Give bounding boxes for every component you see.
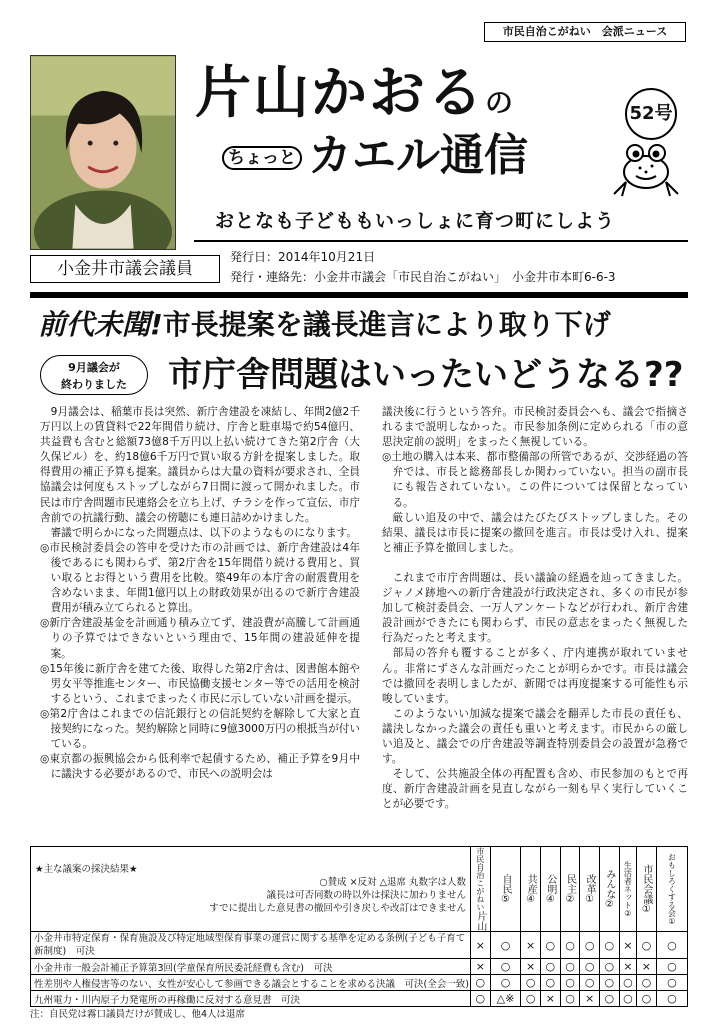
faction-column-header bbox=[600, 847, 620, 932]
vote-cell: ○ bbox=[560, 959, 580, 975]
faction-column-header bbox=[580, 847, 600, 932]
article-column-left bbox=[40, 405, 360, 782]
vote-cell: × bbox=[637, 959, 657, 975]
vote-cell: ○ bbox=[471, 991, 491, 1007]
table-row bbox=[31, 975, 688, 991]
faction-column-header bbox=[490, 847, 521, 932]
vote-cell: ○ bbox=[656, 975, 687, 991]
publication-date: 発行日：2014年10月21日 bbox=[230, 250, 376, 264]
session-badge-line2: 終わりました bbox=[61, 378, 127, 391]
faction-column-header bbox=[656, 847, 687, 932]
vote-cell: ○ bbox=[490, 932, 521, 959]
bullet-paragraph: ◎第2庁舎はこれまでの信託銀行との信託契約を解除して大家と直接契約になった。契約解除と同時に9億3000万円の根抵当が付いている。 bbox=[40, 707, 360, 751]
vote-cell: ○ bbox=[580, 959, 600, 975]
vote-table-header bbox=[31, 847, 471, 932]
headline-2: 市庁舎問題はいったいどうなる?? bbox=[168, 355, 684, 395]
faction-member: 片山 bbox=[474, 911, 486, 931]
article-column-right bbox=[382, 405, 688, 812]
bullet-paragraph: ◎15年後に新庁舎を建てた後、取得した第2庁舎は、図書館本館や男女平等推進センター、市民協働支援センター等での活用を検討するという、これまでまったく市民に示していない計画を提示。 bbox=[40, 662, 360, 705]
slogan: おとなも子どももいっしょに育つ町にしよう bbox=[215, 210, 616, 232]
paragraph: そして、公共施設全体の再配置も含め、市民参加のもとで再度、新庁舎建設計画を見直しながら一刻も早く実行していくことが必要です。 bbox=[382, 768, 688, 811]
faction-column-header bbox=[521, 847, 541, 932]
portrait-photo bbox=[30, 55, 176, 250]
title-sub: カエル通信 bbox=[308, 130, 528, 181]
vote-cell: × bbox=[580, 991, 600, 1007]
table-row bbox=[31, 932, 688, 959]
vote-cell: ○ bbox=[656, 991, 687, 1007]
vote-cell: ○ bbox=[600, 959, 620, 975]
paragraph: 9月議会は、稲葉市長は突然、新庁舎建設を凍結し、年間2億2千万円以上の賃貸料で22年間借り続け、庁舎と駐車場で約54億円、共益費も含むと総額73億8千万円以上払い続けてきた第2庁舎（大久保ビル）を、約18億6千万円で買い取る方針を提案しました。取得費用の補正予算も提案。議員からは大量の資料が要求され、全員協議会は何度もストップしながら7日間に渡って開かれました。市民は市庁舎問題市民連絡会を立ち上げ、チラシを作って宣伝、市庁舎前での抗議行動、議会の傍聴にも連日詰めかけました。 bbox=[40, 406, 360, 524]
headline-1-emphasis: 前代未聞! bbox=[38, 308, 163, 341]
vote-cell: ○ bbox=[656, 959, 687, 975]
vote-cell: ○ bbox=[600, 932, 620, 959]
header-divider bbox=[194, 240, 688, 242]
vote-cell: × bbox=[540, 991, 560, 1007]
issue-number: 52号 bbox=[625, 88, 677, 140]
faction-column-header bbox=[637, 847, 657, 932]
faction-column-header bbox=[619, 847, 636, 932]
vote-cell: × bbox=[471, 932, 491, 959]
title-main: 片山かおる bbox=[195, 61, 485, 126]
vote-cell: × bbox=[471, 959, 491, 975]
faction-name: おもしろくする会① bbox=[667, 852, 677, 926]
table-row bbox=[31, 959, 688, 975]
vote-cell: ○ bbox=[471, 975, 491, 991]
faction-name: 共産④ bbox=[525, 873, 537, 905]
vote-results-table bbox=[30, 846, 688, 1007]
vote-cell: ○ bbox=[540, 975, 560, 991]
faction-column-header bbox=[540, 847, 560, 932]
vote-cell: ○ bbox=[560, 932, 580, 959]
table-footnote: 注：自民党は霧口議員だけが賛成し、他4人は退席 bbox=[30, 1009, 246, 1020]
vote-cell: ○ bbox=[637, 975, 657, 991]
vote-cell: ○ bbox=[580, 975, 600, 991]
vote-cell: ○ bbox=[656, 932, 687, 959]
bullet-paragraph: ◎東京都の振興協会から低利率で起債するため、補正予算を9月中に議決する必要があるので、市民への説明会は bbox=[40, 753, 360, 781]
vote-cell: × bbox=[521, 932, 541, 959]
vote-cell: ○ bbox=[521, 991, 541, 1007]
vote-table-legend: ○賛成 ×反対 △退席 丸数字は人数 bbox=[319, 877, 466, 888]
bill-name: 九州電力・川内原子力発電所の再稼働に反対する意見書 可決 bbox=[31, 991, 471, 1007]
vote-table-note2: すでに提出した意見書の撤回や引き戻しや改訂はできません bbox=[209, 903, 466, 914]
publisher-contact: 発行・連絡先：小金井市議会「市民自治こがねい」 小金井市本町6-6-3 bbox=[230, 270, 616, 284]
vote-table-title: ★主な議案の採決結果★ bbox=[35, 864, 138, 875]
faction-name: 生活者ネット② bbox=[623, 860, 633, 918]
paragraph: このようないい加減な提案で議会を翻弄した市長の責任も、議決しなかった議会の責任も重いと考えます。市民からの厳しい追及と、議会での庁舎建設等調査特別委員会の設置が急務です。 bbox=[382, 707, 688, 766]
vote-cell: ○ bbox=[540, 959, 560, 975]
vote-cell: △※ bbox=[490, 991, 521, 1007]
faction-name: みんな② bbox=[603, 868, 615, 910]
council-member-badge: 小金井市議会議員 bbox=[30, 255, 220, 283]
bullet-paragraph: ◎新庁舎建設基金を計画通り積み立てず、建設費が高騰して計画通りの予算ではできないという理由で、15年間の建設延伸を提案。 bbox=[40, 617, 360, 660]
org-news-label: 市民自治こがねい 会派ニュース bbox=[484, 22, 686, 42]
newsletter-subtitle bbox=[222, 130, 528, 184]
frog-icon bbox=[606, 136, 686, 198]
bullet-paragraph: ◎市民検討委員会の答申を受けた市の計画では、新庁舎建設は4年後であるにも関わらず、第2庁舎を15年間借り続ける費用と、買い取るとお得という費用を比較。築49年の本庁舎の耐震費用を含めないまま、年間1億円以上の財政効果が出るので新庁舎建設費用が積み立てられると算出。 bbox=[40, 541, 360, 615]
vote-cell: ○ bbox=[540, 932, 560, 959]
vote-cell: ○ bbox=[600, 991, 620, 1007]
faction-name: 公明④ bbox=[544, 873, 556, 905]
headline-1-text: 市長提案を議長進言により取り下げ bbox=[162, 308, 611, 341]
headline-1 bbox=[38, 303, 611, 343]
session-badge bbox=[40, 355, 148, 395]
vote-table-header-row bbox=[31, 847, 688, 932]
vote-cell: ○ bbox=[560, 975, 580, 991]
title-no: の bbox=[485, 86, 516, 119]
faction-column-header bbox=[560, 847, 580, 932]
bill-name: 小金井市一般会計補正予算第3回(学童保育所民委託経費も含む) 可決 bbox=[31, 959, 471, 975]
vote-table-note1: 議長は可否同数の時以外は採決に加わりません bbox=[266, 890, 466, 901]
paragraph: これまで市庁舎問題は、長い議論の経過を辿ってきました。ジャノメ跡地への新庁舎建設が行政決定され、多くの市民が参加して検討委員会、一万人アンケートなどが行われ、新庁舎建設計画ができたにも関わらず、市民の意志をまったく無視した行為だったと考えます。 bbox=[382, 571, 688, 645]
faction-name: 自民⑤ bbox=[499, 873, 511, 905]
bill-name: 小金井市特定保育・保育施設及び特定地域型保育事業の運営に関する基準を定める条例(子ども子育て新制度) 可決 bbox=[31, 932, 471, 959]
faction-name: 市民会議① bbox=[640, 863, 652, 915]
vote-cell: ○ bbox=[637, 932, 657, 959]
vote-cell: ○ bbox=[490, 959, 521, 975]
bullet-paragraph: ◎土地の購入は本来、都市整備部の所管であるが、交渉経過の答弁では、市長と総務部長しか関わっていない。担当の副市長にも報告されていない。この件については保留となっている。 bbox=[382, 451, 688, 509]
paragraph: 審議で明らかになった問題点は、以下のようなものになります。 bbox=[50, 526, 357, 539]
faction-name: 市民自治こがねい bbox=[475, 847, 485, 911]
vote-cell: × bbox=[619, 932, 636, 959]
faction-name: 民主② bbox=[564, 873, 576, 905]
vote-cell: ○ bbox=[580, 932, 600, 959]
session-badge-line1: 9月議会が bbox=[68, 361, 120, 374]
vote-cell: ○ bbox=[560, 991, 580, 1007]
paragraph: 議決後に行うという答弁。市民検討委員会へも、議会で指摘されるまで説明しなかった。市民参加条例に定められる「市の意思決定前の説明」をまったく無視している。 bbox=[382, 406, 688, 449]
newsletter-title bbox=[195, 62, 515, 135]
paragraph: 部局の答弁も覆することが多く、庁内連携が取れていません。非常にずさんな計画だったことが明らかです。市長は議会では撤回を表明しましたが、新聞では再度提案する可能性も示唆しています。 bbox=[382, 647, 688, 705]
vote-cell: ○ bbox=[619, 975, 636, 991]
table-row bbox=[31, 991, 688, 1007]
paragraph-gap bbox=[382, 556, 688, 571]
portrait-image bbox=[31, 56, 175, 249]
vote-cell: × bbox=[521, 959, 541, 975]
vote-cell: ○ bbox=[490, 975, 521, 991]
vote-cell: × bbox=[619, 959, 636, 975]
title-chotto: ちょっと bbox=[222, 146, 302, 170]
faction-column-header bbox=[471, 847, 491, 932]
vote-cell: ○ bbox=[521, 975, 541, 991]
vote-cell: ○ bbox=[637, 991, 657, 1007]
bill-name: 性差別や人権侵害等のない、女性が安心して参画できる議会とすることを求める決議 可決(全会一致) bbox=[31, 975, 471, 991]
faction-name: 改革① bbox=[584, 873, 596, 905]
headline-divider bbox=[30, 292, 688, 298]
vote-cell: ○ bbox=[600, 975, 620, 991]
vote-cell: ○ bbox=[619, 991, 636, 1007]
paragraph: 厳しい追及の中で、議会はたびたびストップしました。その結果、議長は市長に提案の撤回を進言。市長は受け入れ、提案と補正予算を撤回しました。 bbox=[382, 511, 688, 554]
